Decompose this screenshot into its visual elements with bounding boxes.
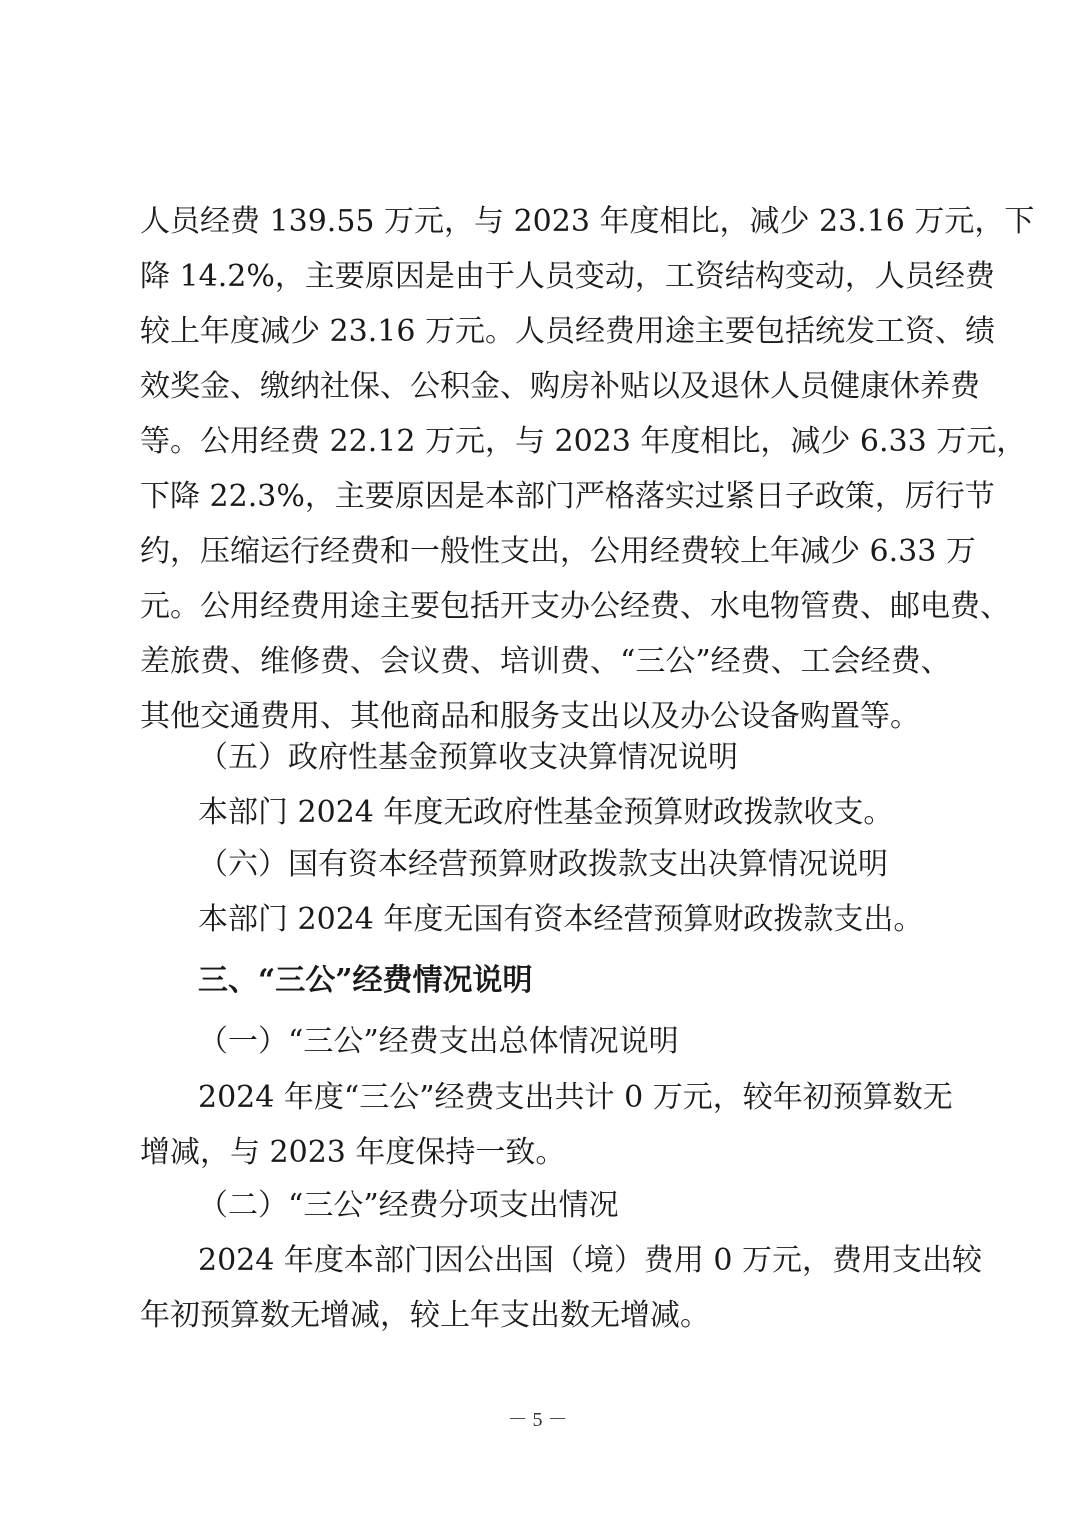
paragraph-line: 年初预算数无增减，较上年支出数无增减。 xyxy=(140,1298,710,1333)
paragraph-line: 人员经费 139.55 万元，与 2023 年度相比，减少 23.16 万元，下 xyxy=(140,204,1035,239)
section-heading: （六）国有资本经营预算财政拨款支出决算情况说明 xyxy=(198,847,888,882)
paragraph-line: 本部门 2024 年度无国有资本经营预算财政拨款支出。 xyxy=(198,902,924,937)
paragraph-line: 增减，与 2023 年度保持一致。 xyxy=(140,1135,566,1170)
paragraph-line: 较上年度减少 23.16 万元。人员经费用途主要包括统发工资、绩 xyxy=(140,314,995,349)
page-number: － 5 － xyxy=(507,1409,568,1431)
paragraph-line: 约，压缩运行经费和一般性支出，公用经费较上年减少 6.33 万 xyxy=(140,534,976,569)
paragraph-line: 其他交通费用、其他商品和服务支出以及办公设备购置等。 xyxy=(140,699,920,734)
section-heading: （二）“三公”经费分项支出情况 xyxy=(198,1188,619,1223)
paragraph-line: 等。公用经费 22.12 万元，与 2023 年度相比，减少 6.33 万元， xyxy=(140,424,1027,459)
paragraph-line: 本部门 2024 年度无政府性基金预算财政拨款收支。 xyxy=(198,795,894,830)
paragraph-line: 效奖金、缴纳社保、公积金、购房补贴以及退休人员健康休养费 xyxy=(140,369,980,404)
chapter-heading: 三、“三公”经费情况说明 xyxy=(198,963,533,998)
paragraph-line: 2024 年度本部门因公出国（境）费用 0 万元，费用支出较 xyxy=(198,1243,983,1278)
section-heading: （五）政府性基金预算收支决算情况说明 xyxy=(198,740,738,775)
paragraph-line: 下降 22.3%，主要原因是本部门严格落实过紧日子政策，厉行节 xyxy=(140,479,995,514)
paragraph-line: 差旅费、维修费、会议费、培训费、“三公”经费、工会经费、 xyxy=(140,644,951,679)
paragraph-line: 2024 年度“三公”经费支出共计 0 万元，较年初预算数无 xyxy=(198,1080,953,1115)
paragraph-line: 降 14.2%，主要原因是由于人员变动，工资结构变动，人员经费 xyxy=(140,259,995,294)
paragraph-line: 元。公用经费用途主要包括开支办公经费、水电物管费、邮电费、 xyxy=(140,589,1010,624)
section-heading: （一）“三公”经费支出总体情况说明 xyxy=(198,1024,679,1059)
